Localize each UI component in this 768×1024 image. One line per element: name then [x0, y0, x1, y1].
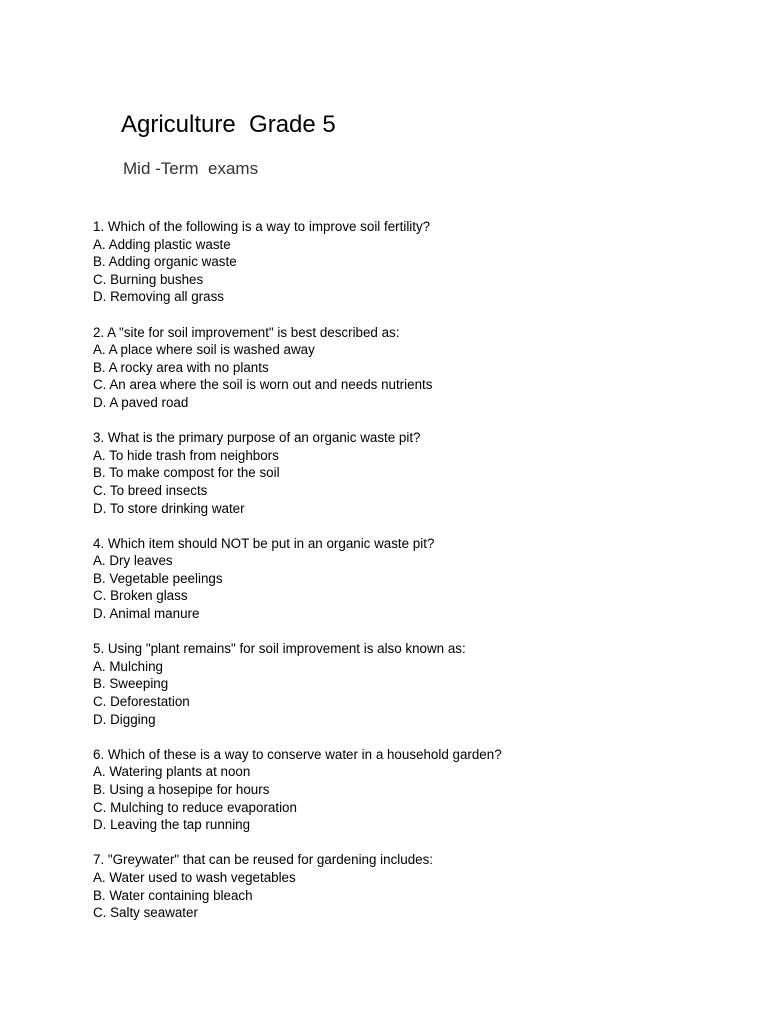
question-7 — [93, 851, 733, 921]
question-4 — [93, 535, 733, 623]
answer-option-c: C. Burning bushes — [93, 271, 204, 287]
answer-option-c: C. An area where the soil is worn out and needs nutrients — [93, 377, 433, 393]
question-5 — [93, 640, 733, 728]
answer-option-b: B. Vegetable peelings — [93, 570, 223, 586]
question-text: 1. Which of the following is a way to improve soil fertility? — [93, 219, 431, 234]
answer-option-b: B. Sweeping — [93, 676, 169, 692]
answer-option-a: A. A place where soil is washed away — [93, 342, 315, 358]
answer-option-d: D. Leaving the tap running — [93, 817, 251, 833]
answer-option-a: A. Water used to wash vegetables — [93, 869, 296, 885]
answer-option-d: D. Removing all grass — [93, 289, 224, 305]
document-title: Agriculture Grade 5 — [121, 111, 336, 138]
answer-option-b: B. A rocky area with no plants — [93, 359, 269, 375]
answer-option-a: A. Dry leaves — [93, 553, 173, 569]
question-text: 7. "Greywater" that can be reused for gardening includes: — [93, 852, 434, 868]
question-text: 2. A "site for soil improvement" is best described as: — [93, 324, 400, 340]
question-1 — [93, 218, 733, 306]
answer-option-b: B. Water containing bleach — [93, 887, 253, 903]
answer-option-c: C. Mulching to reduce evaporation — [93, 799, 297, 815]
question-text: 3. What is the primary purpose of an organic waste pit? — [93, 430, 421, 446]
answer-option-b: B. Using a hosepipe for hours — [93, 782, 270, 797]
answer-option-c: C. To breed insects — [93, 482, 208, 498]
question-2 — [93, 324, 733, 412]
answer-option-d: D. A paved road — [93, 394, 189, 410]
question-text: 4. Which item should NOT be put in an organic waste pit? — [93, 535, 435, 551]
question-3 — [93, 429, 733, 517]
answer-option-c: C. Broken glass — [93, 588, 188, 604]
answer-option-d: D. To store drinking water — [93, 500, 245, 516]
question-text: 6. Which of these is a way to conserve water in a household garden? — [93, 746, 502, 762]
answer-option-a: A. Adding plastic waste — [93, 236, 231, 252]
question-text: 5. Using "plant remains" for soil improvement is also known as: — [93, 641, 466, 657]
answer-option-b: B. Adding organic waste — [93, 254, 237, 270]
answer-option-d: D. Animal manure — [93, 606, 200, 622]
answer-option-d: D. Digging — [93, 711, 156, 727]
document-subtitle: Mid -Term exams — [123, 159, 259, 178]
question-list — [93, 218, 733, 939]
answer-option-a: A. Mulching — [93, 658, 163, 674]
answer-option-a: A. To hide trash from neighbors — [93, 447, 279, 463]
answer-option-b: B. To make compost for the soil — [93, 465, 280, 481]
answer-option-a: A. Watering plants at noon — [93, 764, 251, 780]
answer-option-c: C. Salty seawater — [93, 905, 198, 921]
answer-option-c: C. Deforestation — [93, 694, 190, 710]
question-6 — [93, 746, 733, 834]
